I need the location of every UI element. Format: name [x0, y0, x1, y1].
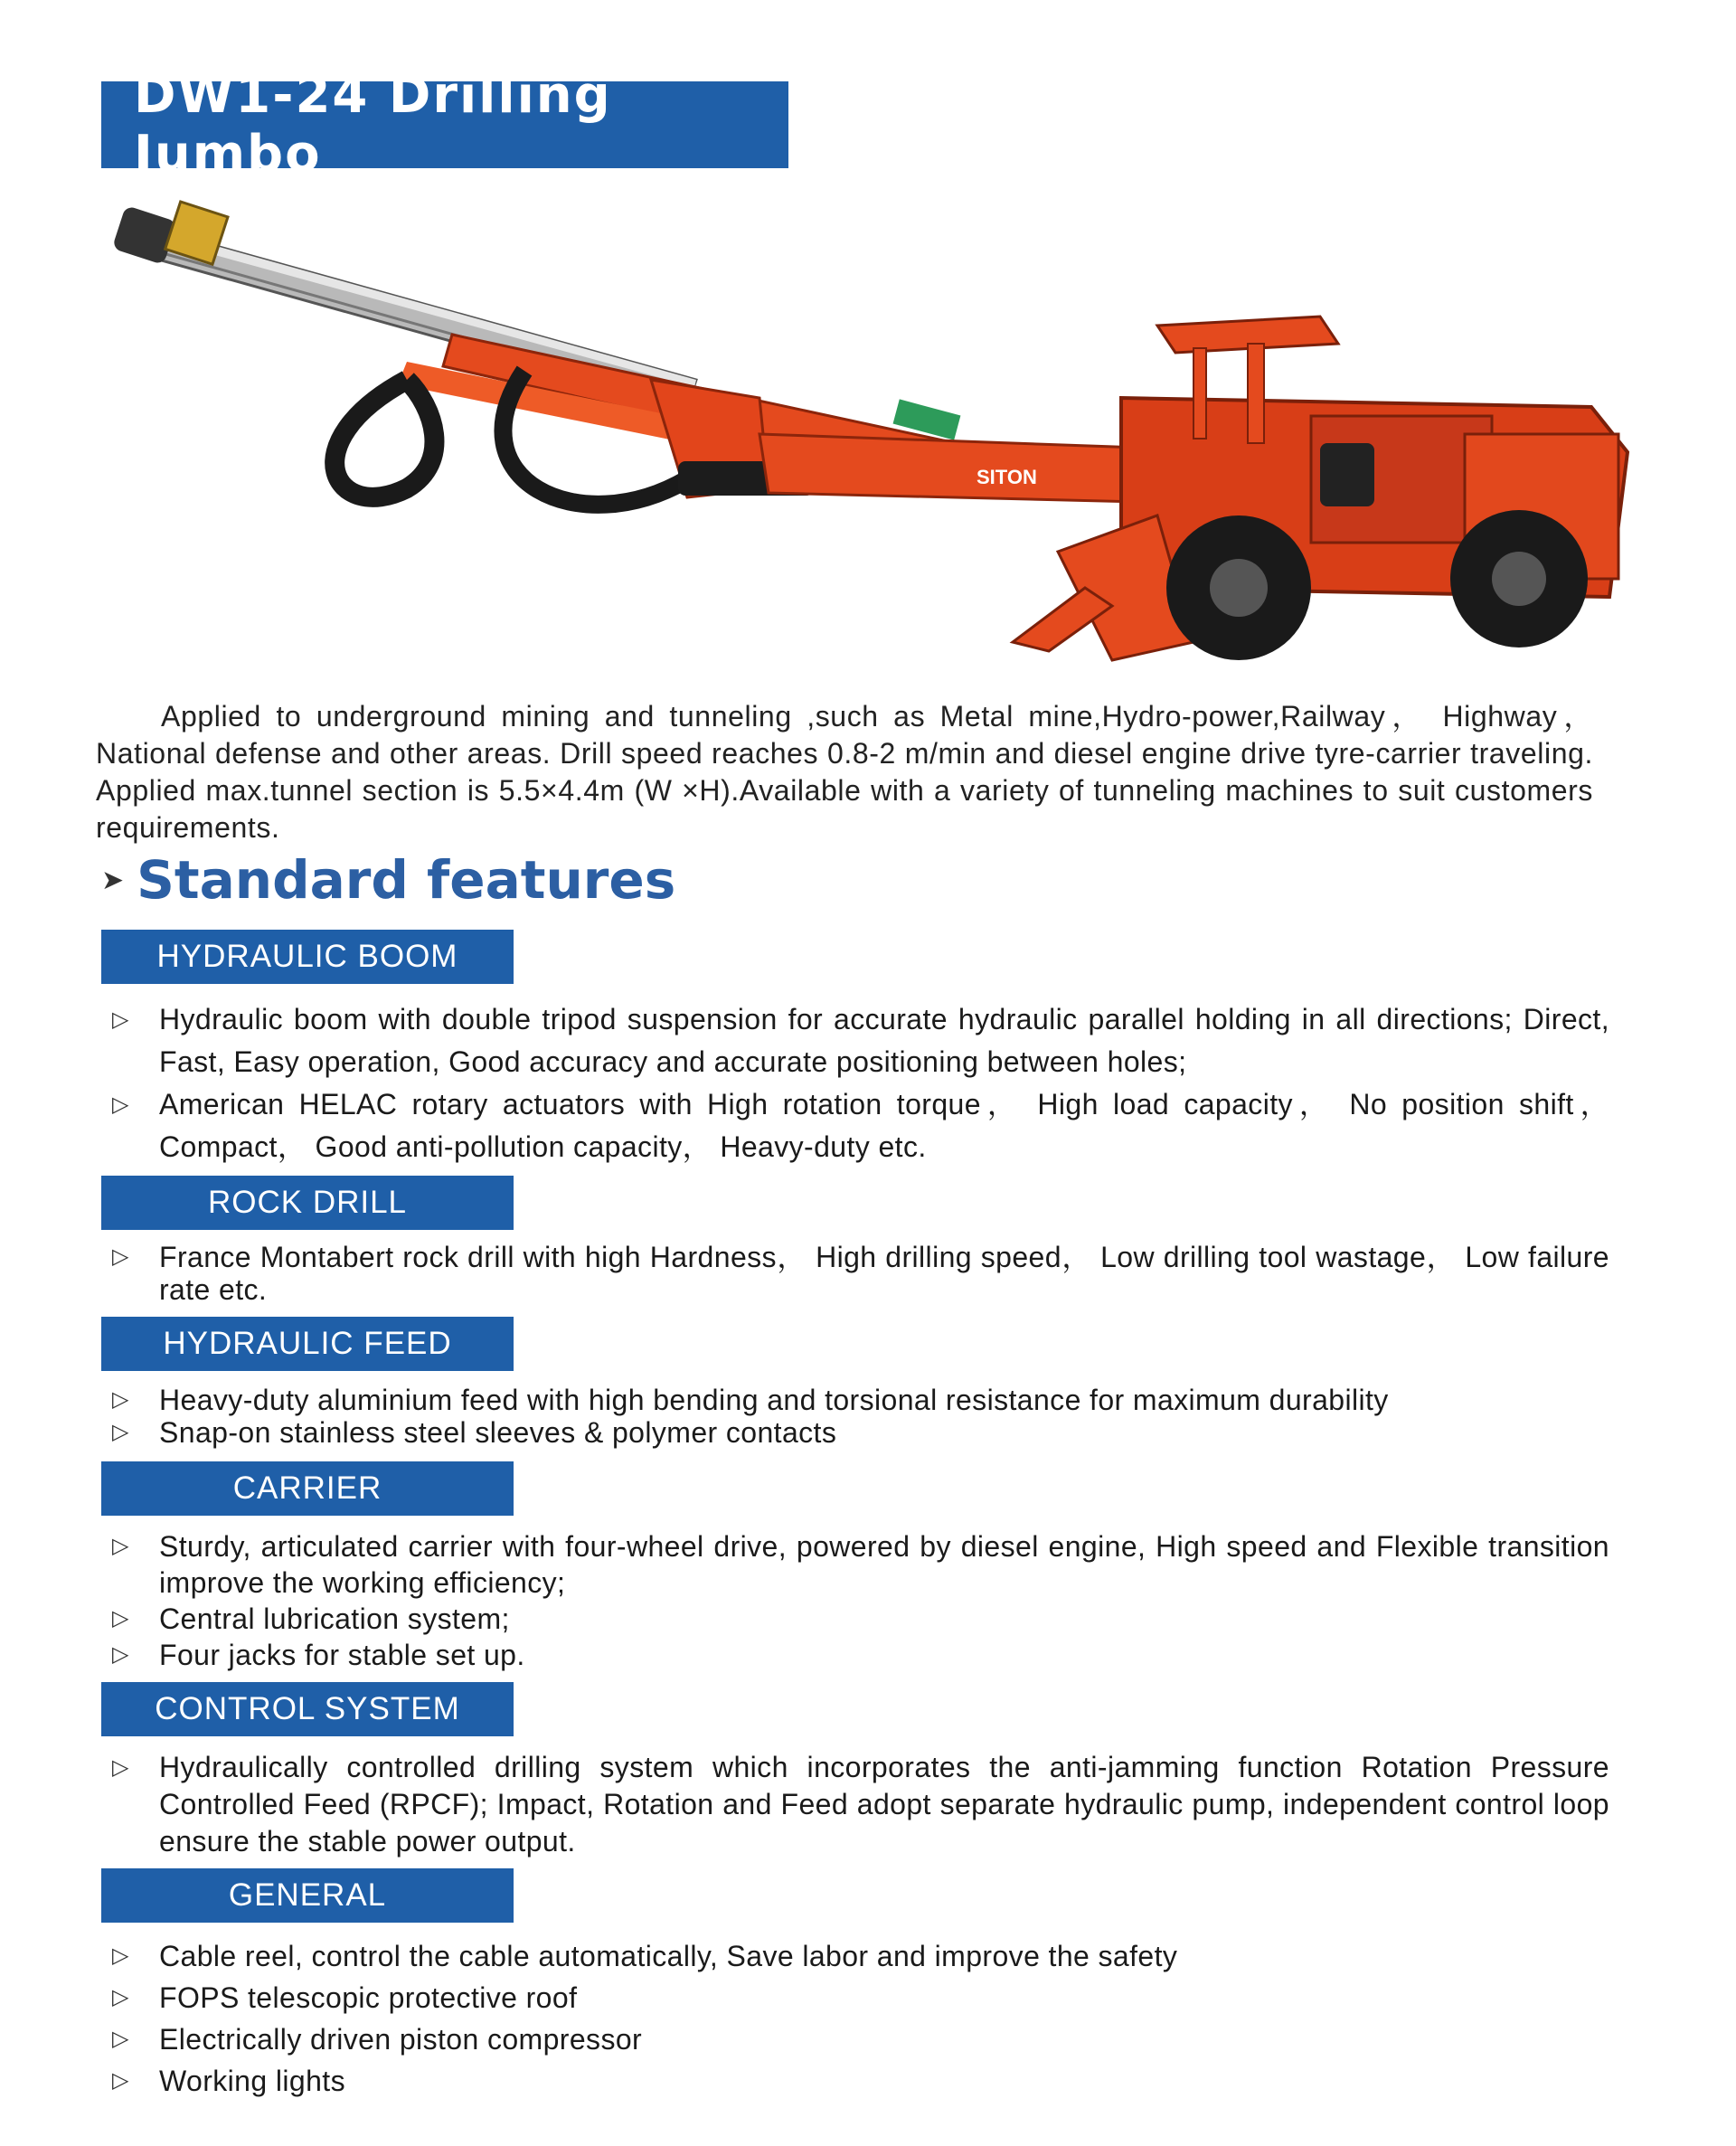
triangle-bullet-icon: ▷	[112, 2068, 129, 2093]
arrow-icon: ➤	[101, 865, 125, 895]
list-item: ▷ Cable reel, control the cable automatically, Save labor and improve the safety	[108, 1935, 1609, 1977]
list-item: ▷ Heavy-duty aluminium feed with high bending and torsional resistance for maximum durability	[112, 1384, 1389, 1416]
page-title-banner	[101, 66, 788, 184]
triangle-bullet-icon: ▷	[112, 1755, 129, 1780]
section-list-rock-drill	[108, 1241, 1609, 1306]
list-item: ▷ Snap-on stainless steel sleeves & polymer contacts	[112, 1416, 837, 1449]
section-list-control-system	[108, 1749, 1609, 1860]
list-item: ▷ Electrically driven piston compressor	[108, 2018, 1609, 2060]
triangle-bullet-icon: ▷	[112, 1985, 129, 2009]
page-title: DW1-24 Drilling Jumbo	[134, 66, 612, 184]
section-header-control-system: CONTROL SYSTEM	[101, 1682, 514, 1736]
triangle-bullet-icon: ▷	[112, 1420, 129, 1444]
triangle-bullet-icon: ▷	[112, 1244, 129, 1269]
section-list-hydraulic-feed	[108, 1384, 1609, 1449]
section-list-general	[108, 1935, 1609, 2102]
triangle-bullet-icon: ▷	[112, 1092, 129, 1117]
triangle-bullet-icon: ▷	[112, 1943, 129, 1968]
section-list-hydraulic-boom	[108, 998, 1609, 1168]
standard-features-title: Standard features	[137, 849, 676, 911]
triangle-bullet-icon: ▷	[112, 1642, 129, 1667]
section-header-general: GENERAL	[101, 1868, 514, 1923]
intro-paragraph	[96, 698, 1593, 846]
list-item: ▷ Central lubrication system;	[112, 1602, 510, 1635]
section-header-hydraulic-feed: HYDRAULIC FEED	[101, 1317, 514, 1371]
standard-features-heading	[101, 848, 675, 912]
list-item: ▷ Sturdy, articulated carrier with four-wheel drive, powered by diesel engine, High speed and Flexible transition improve the working efficiency;	[112, 1530, 1609, 1599]
section-list-carrier	[108, 1528, 1609, 1673]
triangle-bullet-icon: ▷	[112, 1007, 129, 1032]
brand-label: SITON	[976, 466, 1037, 488]
triangle-bullet-icon: ▷	[112, 1387, 129, 1412]
drilling-jumbo-image	[108, 190, 1646, 696]
triangle-bullet-icon: ▷	[112, 2027, 129, 2051]
list-item: ▷ Hydraulic boom with double tripod suspension for accurate hydraulic parallel holding in all directions; Direct, Fast, Easy operation, Good accuracy and accurate positioning between holes;	[108, 998, 1609, 1083]
triangle-bullet-icon: ▷	[112, 1606, 129, 1631]
list-item: ▷ FOPS telescopic protective roof	[108, 1977, 1609, 2018]
list-item: ▷ Working lights	[108, 2060, 1609, 2102]
list-item: ▷ France Montabert rock drill with high Hardness， High drilling speed， Low drilling tool wastage， Low failure rate etc.	[112, 1241, 1609, 1306]
list-item: ▷ American HELAC rotary actuators with High rotation torque， High load capacity， No position shift， Compact， Good anti-pollution capacity， Heavy-duty etc.	[108, 1083, 1609, 1168]
triangle-bullet-icon: ▷	[112, 1534, 129, 1558]
section-header-hydraulic-boom: HYDRAULIC BOOM	[101, 930, 514, 984]
section-header-carrier: CARRIER	[101, 1461, 514, 1516]
list-item: ▷ Hydraulically controlled drilling system which incorporates the anti-jamming function Rotation Pressure Controlled Feed (RPCF); Impact, Rotation and Feed adopt separate hydraulic pump, independent control loop ensure the stable power output.	[112, 1751, 1609, 1858]
intro-text: Applied to underground mining and tunneling ,such as Metal mine,Hydro-power,Railway， Highway， National defense and other areas. Drill speed reaches 0.8-2 m/min and diesel engine drive tyre-carrier traveling. Applied max.tunnel section is 5.5×4.4m (W ×H).Available with a variety of tunneling machines to suit customers requirements.	[96, 700, 1593, 844]
list-item: ▷ Four jacks for stable set up.	[112, 1639, 525, 1671]
section-header-rock-drill: ROCK DRILL	[101, 1176, 514, 1230]
